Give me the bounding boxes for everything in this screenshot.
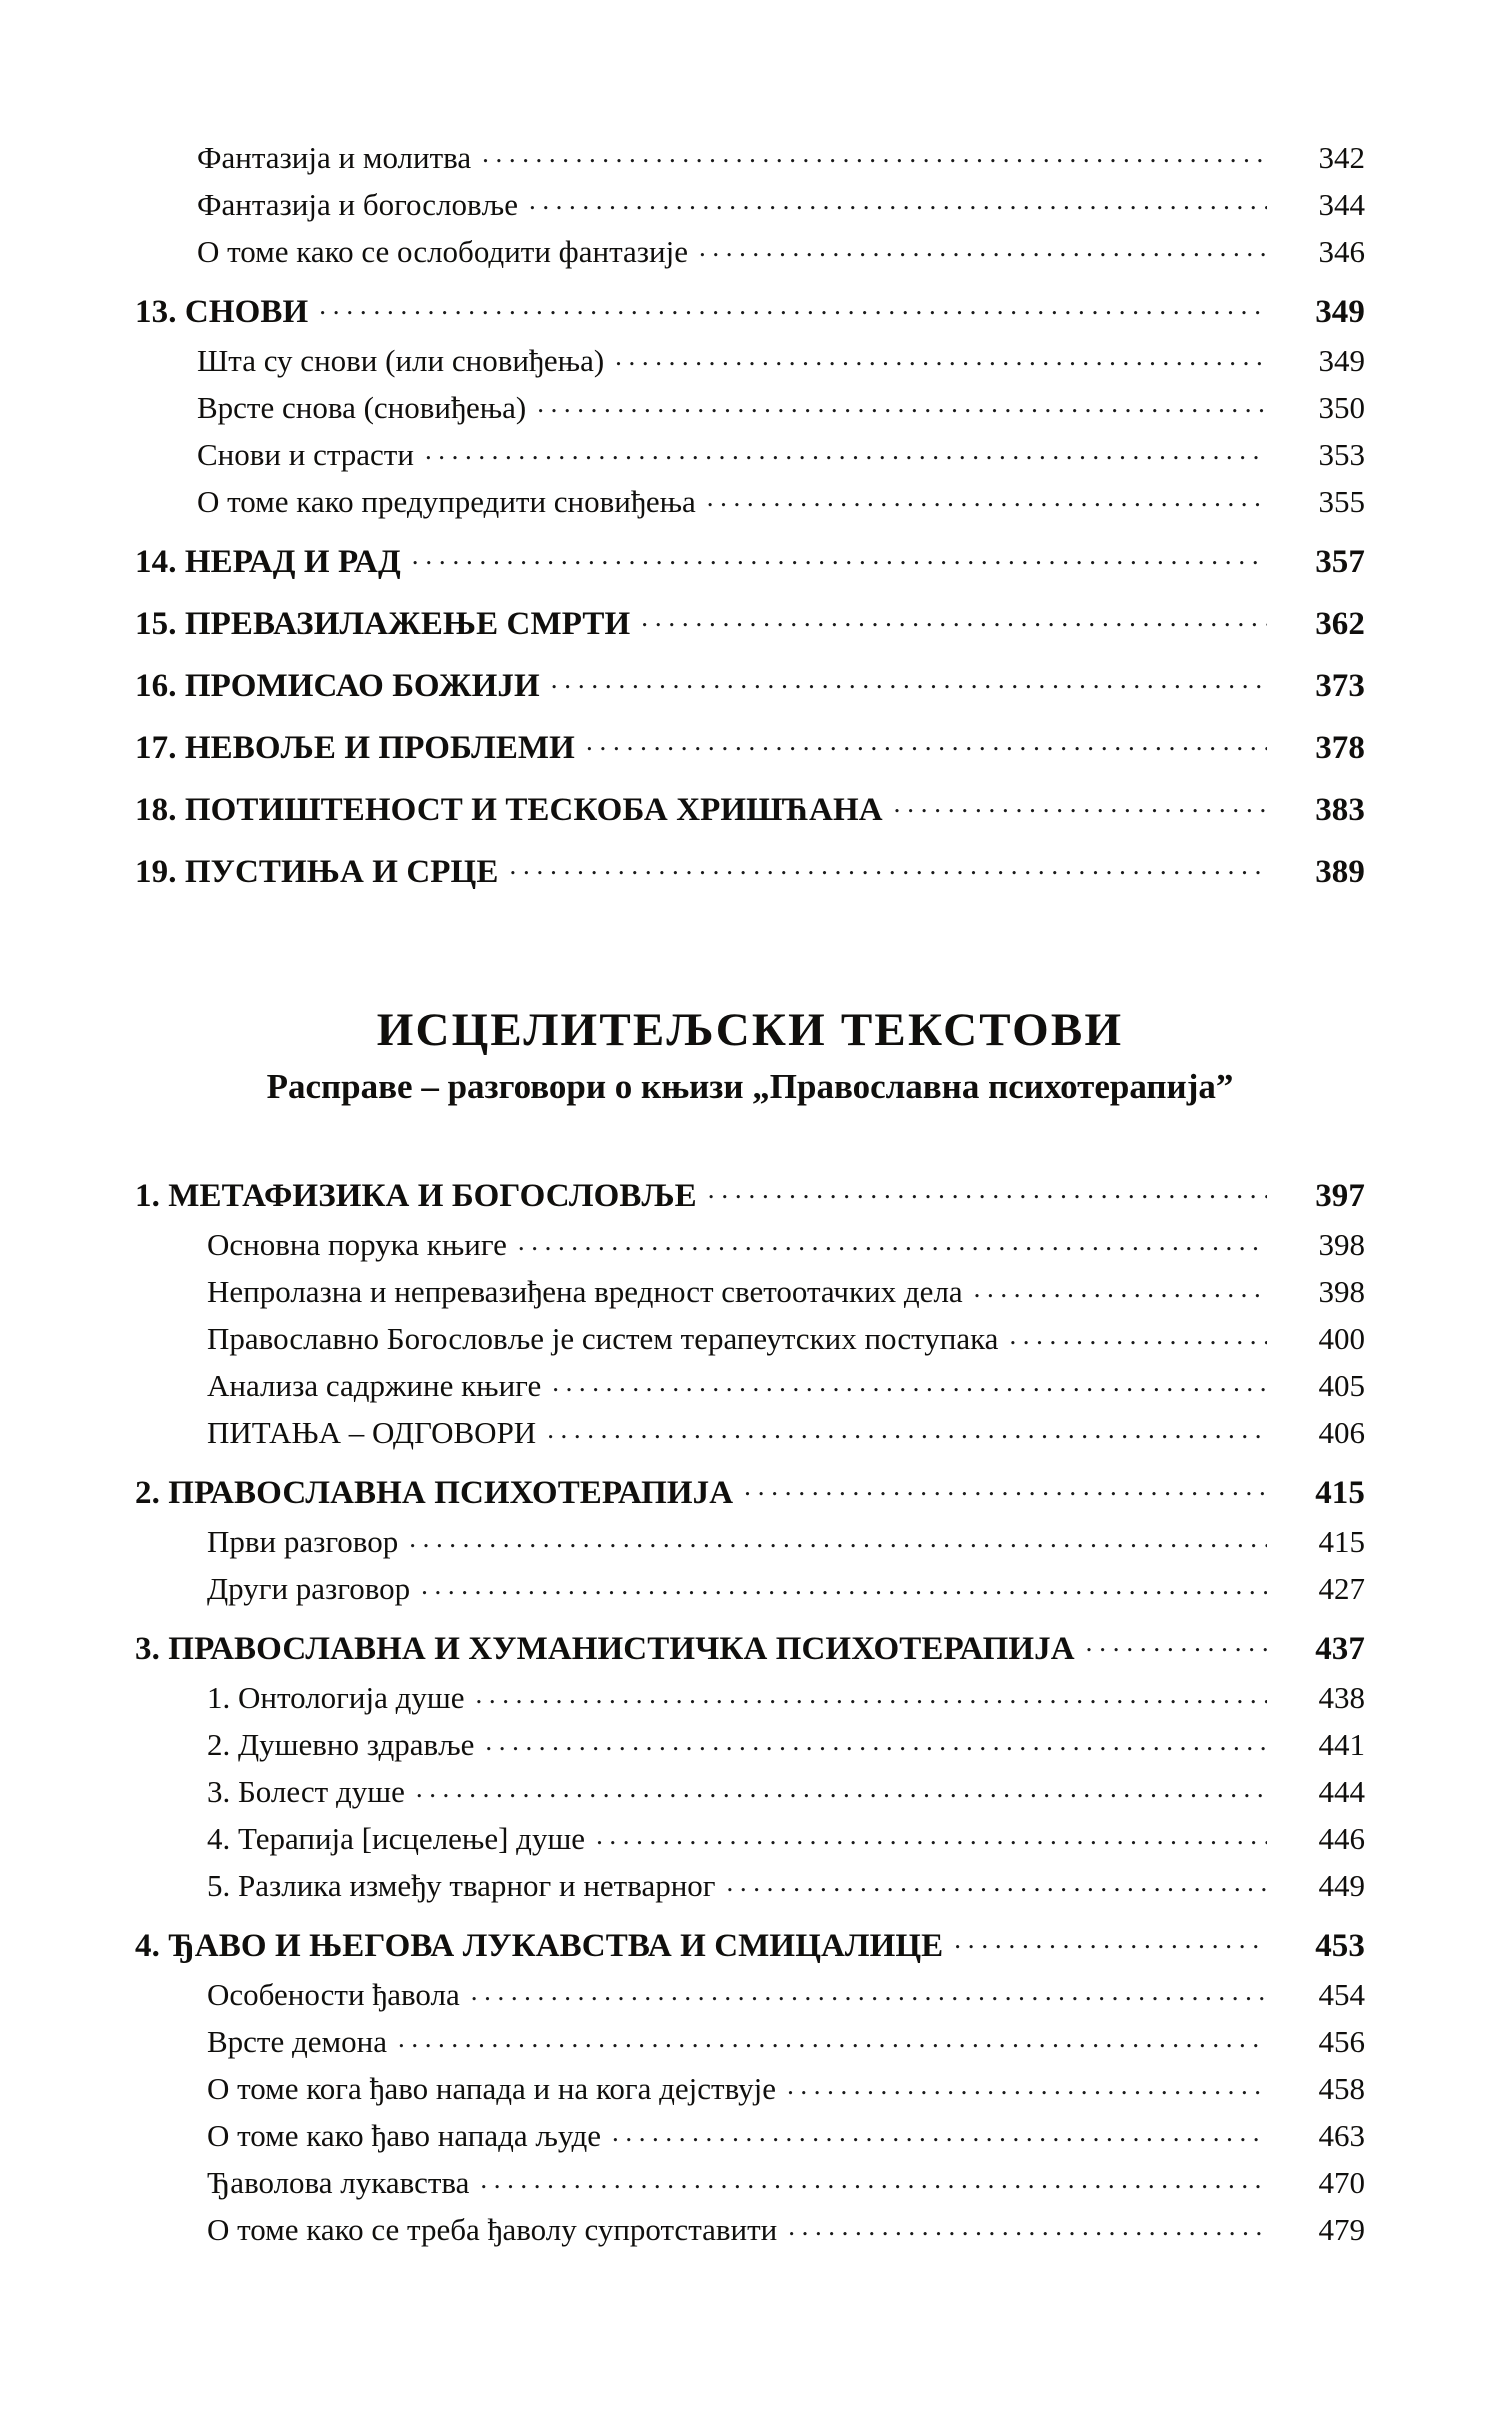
- toc-page-number: 362: [1315, 606, 1365, 642]
- dot-leader: [612, 2130, 1267, 2146]
- toc-entry-label: 4. Терапија [исцелење] душе: [207, 1821, 586, 1857]
- toc-page-number: 398: [1318, 1227, 1365, 1263]
- toc-entry-label: Ђаволова лукавства: [207, 2165, 470, 2201]
- top-spacer: [0, 0, 1500, 140]
- toc-entry-label: Непролазна и непревазиђена вредност светоотачких дела: [207, 1274, 963, 1310]
- toc-page-number: 458: [1318, 2071, 1365, 2107]
- toc-page-number: 400: [1318, 1321, 1365, 1357]
- dot-leader: [787, 2083, 1267, 2099]
- toc-entry-label: Анализа садржине књиге: [207, 1368, 542, 1404]
- toc-entry-label: Основна порука књиге: [207, 1227, 507, 1263]
- section-spacer-top: [0, 903, 1500, 1006]
- toc-list-bottom: [0, 1178, 1500, 2259]
- section-spacer-bottom: [0, 1106, 1500, 1178]
- toc-page-number: 427: [1318, 1571, 1365, 1607]
- toc-subentry-row[interactable]: [135, 343, 1365, 390]
- toc-subentry-row[interactable]: [135, 1571, 1365, 1618]
- toc-page-number: 405: [1318, 1368, 1365, 1404]
- toc-subentry-row[interactable]: [135, 2024, 1365, 2071]
- toc-entry-label: 18. ПОТИШТЕНОСТ И ТЕСКОБА ХРИШЋАНА: [135, 792, 883, 828]
- dot-leader: [409, 1536, 1267, 1552]
- toc-entry-label: Врсте снова (сновиђења): [197, 390, 527, 425]
- toc-entry-label: 17. НЕВОЉЕ И ПРОБЛЕМИ: [135, 730, 575, 766]
- toc-subentry-row[interactable]: [135, 1680, 1365, 1727]
- toc-entry-label: О томе кога ђаво напада и на кога дејствује: [207, 2071, 777, 2107]
- toc-page-number: 353: [1318, 437, 1365, 472]
- toc-page-number: 406: [1318, 1415, 1365, 1451]
- dot-leader: [319, 306, 1267, 322]
- toc-entry-label: Особености ђавола: [207, 1977, 460, 2013]
- dot-leader: [482, 152, 1267, 168]
- toc-subentry-row[interactable]: [135, 1821, 1365, 1868]
- toc-page-number: 342: [1318, 140, 1365, 175]
- dot-leader: [480, 2177, 1267, 2193]
- toc-page-number: 389: [1315, 854, 1365, 890]
- toc-entry-label: 4. ЂАВО И ЊЕГОВА ЛУКАВСТВА И СМИЦАЛИЦЕ: [135, 1928, 944, 1965]
- toc-page-number: 446: [1318, 1821, 1365, 1857]
- dot-leader: [727, 1880, 1267, 1896]
- toc-entry-label: Други разговор: [207, 1571, 411, 1607]
- toc-page-number: 383: [1315, 792, 1365, 828]
- dot-leader: [509, 866, 1267, 882]
- dot-leader: [537, 402, 1267, 418]
- toc-entry-label: 19. ПУСТИЊА И СРЦЕ: [135, 854, 499, 890]
- toc-entry-label: Први разговор: [207, 1524, 399, 1560]
- dot-leader: [699, 246, 1267, 262]
- toc-subentry-row[interactable]: [135, 187, 1365, 234]
- toc-entry-label: 2. ПРАВОСЛАВНА ПСИХОТЕРАПИЈА: [135, 1475, 734, 1512]
- dot-leader: [425, 449, 1267, 465]
- toc-entry-label: 14. НЕРАД И РАД: [135, 544, 401, 580]
- dot-leader: [641, 618, 1267, 634]
- dot-leader: [1086, 1643, 1267, 1659]
- toc-page-number: 415: [1315, 1475, 1365, 1512]
- toc-page-number: 441: [1318, 1727, 1365, 1763]
- toc-subentry-row[interactable]: [135, 1368, 1365, 1415]
- toc-entry-label: 13. СНОВИ: [135, 294, 309, 330]
- toc-page-number: 463: [1318, 2118, 1365, 2154]
- dot-leader: [398, 2036, 1267, 2052]
- toc-entry-label: Фантазија и богословље: [197, 187, 518, 222]
- toc-entry-label: 1. Онтологија душе: [207, 1680, 465, 1716]
- dot-leader: [551, 680, 1267, 696]
- toc-page-number: 453: [1315, 1928, 1365, 1965]
- dot-leader: [518, 1239, 1267, 1255]
- dot-leader: [788, 2224, 1267, 2240]
- dot-leader: [471, 1989, 1267, 2005]
- section-title: ИСЦЕЛИТЕЉСКИ ТЕКСТОВИ: [376, 1004, 1124, 1056]
- toc-entry-label: 1. МЕТАФИЗИКА И БОГОСЛОВЉЕ: [135, 1178, 697, 1215]
- toc-page-number: 349: [1315, 294, 1365, 330]
- dot-leader: [552, 1380, 1267, 1396]
- dot-leader: [615, 355, 1267, 371]
- toc-subentry-row[interactable]: [135, 1524, 1365, 1571]
- toc-subentry-row[interactable]: [135, 2071, 1365, 2118]
- toc-subentry-row[interactable]: [135, 1868, 1365, 1915]
- toc-subentry-row[interactable]: [135, 1274, 1365, 1321]
- toc-chapter-row[interactable]: [135, 854, 1365, 903]
- toc-chapter-row[interactable]: [135, 1928, 1365, 1977]
- toc-page-number: 398: [1318, 1274, 1365, 1310]
- dot-leader: [547, 1427, 1267, 1443]
- toc-chapter-row[interactable]: [135, 606, 1365, 655]
- toc-entry-label: 15. ПРЕВАЗИЛАЖЕЊЕ СМРТИ: [135, 606, 631, 642]
- bottom-spacer: [0, 2259, 1500, 2369]
- toc-page-number: 437: [1315, 1631, 1365, 1668]
- toc-entry-label: О томе како ђаво напада људе: [207, 2118, 601, 2154]
- toc-subentry-row[interactable]: [135, 437, 1365, 484]
- toc-subentry-row[interactable]: [135, 390, 1365, 437]
- toc-subentry-row[interactable]: [135, 140, 1365, 187]
- dot-leader: [412, 556, 1267, 572]
- toc-page-number: 479: [1318, 2212, 1365, 2248]
- toc-entry-label: 2. Душевно здравље: [207, 1727, 475, 1763]
- dot-leader: [707, 496, 1267, 512]
- dot-leader: [485, 1739, 1267, 1755]
- toc-entry-label: 3. ПРАВОСЛАВНА И ХУМАНИСТИЧКА ПСИХОТЕРАПИЈА: [135, 1631, 1075, 1668]
- toc-page-number: 373: [1315, 668, 1365, 704]
- toc-page-number: 438: [1318, 1680, 1365, 1716]
- toc-page-number: 357: [1315, 544, 1365, 580]
- toc-entry-label: Шта су снови (или сновиђења): [197, 343, 605, 378]
- dot-leader: [974, 1286, 1267, 1302]
- toc-chapter-row[interactable]: [135, 1631, 1365, 1680]
- toc-entry-label: ПИТАЊА – ОДГОВОРИ: [207, 1415, 537, 1451]
- toc-subentry-row[interactable]: [135, 1774, 1365, 1821]
- toc-entry-label: 16. ПРОМИСАО БОЖИЈИ: [135, 668, 540, 704]
- dot-leader: [421, 1583, 1267, 1599]
- dot-leader: [894, 804, 1267, 820]
- toc-page-number: 378: [1315, 730, 1365, 766]
- toc-entry-label: О томе како се треба ђаволу супротставити: [207, 2212, 778, 2248]
- toc-subentry-row[interactable]: [135, 234, 1365, 281]
- dot-leader: [586, 742, 1267, 758]
- toc-page-number: 449: [1318, 1868, 1365, 1904]
- toc-page-number: 349: [1318, 343, 1365, 378]
- toc-chapter-row[interactable]: [135, 1475, 1365, 1524]
- toc-chapter-row[interactable]: [135, 294, 1365, 343]
- toc-subentry-row[interactable]: [135, 1727, 1365, 1774]
- toc-chapter-row[interactable]: [135, 792, 1365, 841]
- toc-entry-label: Православно Богословље је систем терапеутских поступака: [207, 1321, 999, 1357]
- dot-leader: [476, 1692, 1267, 1708]
- toc-page-number: 444: [1318, 1774, 1365, 1810]
- toc-subentry-row[interactable]: [135, 1415, 1365, 1462]
- toc-chapter-row[interactable]: [135, 730, 1365, 779]
- toc-entry-label: О томе како се ослободити фантазије: [197, 234, 689, 269]
- toc-entry-label: О томе како предупредити сновиђења: [197, 484, 696, 519]
- dot-leader: [1009, 1333, 1267, 1349]
- dot-leader: [744, 1487, 1267, 1503]
- toc-page-number: 454: [1318, 1977, 1365, 2013]
- toc-entry-label: Снови и страсти: [197, 437, 414, 472]
- dot-leader: [416, 1786, 1267, 1802]
- toc-chapter-row[interactable]: [135, 544, 1365, 593]
- toc-chapter-row[interactable]: [135, 668, 1365, 717]
- dot-leader: [954, 1940, 1267, 1956]
- toc-chapter-row[interactable]: [135, 1178, 1365, 1227]
- toc-page-number: 470: [1318, 2165, 1365, 2201]
- dot-leader: [529, 199, 1267, 215]
- toc-subentry-row[interactable]: [135, 1227, 1365, 1274]
- toc-entry-label: 3. Болест душе: [207, 1774, 405, 1810]
- toc-subentry-row[interactable]: [135, 1977, 1365, 2024]
- toc-entry-label: 5. Разлика између тварног и нетварног: [207, 1868, 716, 1904]
- toc-page-number: 350: [1318, 390, 1365, 425]
- toc-page-number: 346: [1318, 234, 1365, 269]
- section-heading-block: [135, 1006, 1365, 1106]
- toc-page-number: 456: [1318, 2024, 1365, 2060]
- toc-page-number: 415: [1318, 1524, 1365, 1560]
- toc-subentry-row[interactable]: [135, 2212, 1365, 2259]
- toc-subentry-row[interactable]: [135, 2118, 1365, 2165]
- toc-list-top: [0, 140, 1500, 903]
- toc-subentry-row[interactable]: [135, 484, 1365, 531]
- toc-subentry-row[interactable]: [135, 1321, 1365, 1368]
- section-subtitle: Расправе – разговори о књизи „Православна психотерапија”: [266, 1066, 1234, 1106]
- toc-entry-label: Фантазија и молитва: [197, 140, 472, 175]
- toc-subentry-row[interactable]: [135, 2165, 1365, 2212]
- toc-page-number: 344: [1318, 187, 1365, 222]
- toc-page-number: 355: [1318, 484, 1365, 519]
- toc-entry-label: Врсте демона: [207, 2024, 387, 2060]
- dot-leader: [708, 1190, 1267, 1206]
- toc-page-number: 397: [1315, 1178, 1365, 1215]
- dot-leader: [596, 1833, 1267, 1849]
